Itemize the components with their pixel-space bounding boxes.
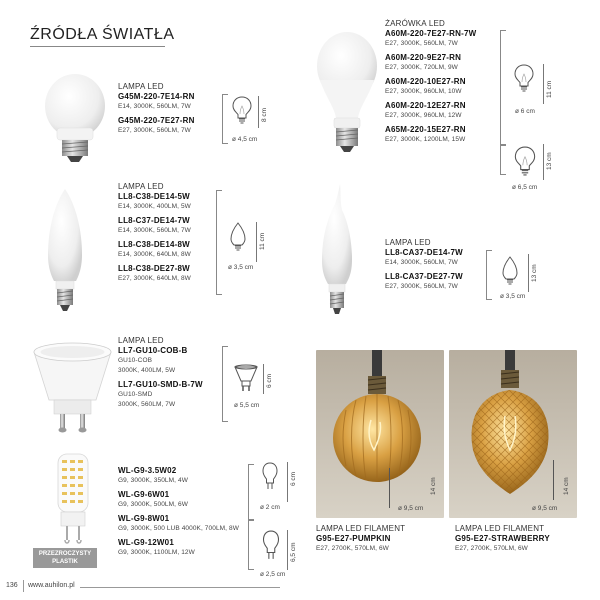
gu10-item-spec: 3000K, 400LM, 5W	[118, 367, 176, 374]
gu10-height-line	[263, 364, 264, 394]
g9-item-code: WL-G9-12W01	[118, 538, 174, 547]
gu10-category: LAMPA LED	[118, 336, 164, 345]
g9-item-spec: G9, 3000K, 500LM, 6W	[118, 501, 188, 508]
ll8-item-code: LL8-C37-DE14-7W	[118, 216, 190, 225]
a60-item-spec: E27, 3000K, 560LM, 7W	[385, 40, 458, 47]
ll8-item-spec: E27, 3000K, 640LM, 8W	[118, 275, 191, 282]
a60-category: ŻARÓWKA LED	[385, 19, 445, 28]
g9-spec-block	[118, 466, 258, 558]
a60-item-code: A60M-220-7E27-RN-7W	[385, 29, 477, 38]
ca37-height-line	[528, 254, 529, 292]
g9-height-b: 6,5 cm	[290, 542, 297, 562]
pumpkin-filament-photo	[316, 350, 444, 518]
gu10-item-code: LL7-GU10-SMD-B-7W	[118, 380, 203, 389]
ca37-spec-block	[385, 238, 495, 292]
a60-item-code: A65M-220-15E27-RN	[385, 125, 466, 134]
title-underline	[30, 46, 165, 47]
ll8-item-spec: E14, 3000K, 400LM, 5W	[118, 203, 191, 210]
ll8-dimension-candle-icon	[228, 222, 248, 252]
a60-item-code: A60M-220-10E27-RN	[385, 77, 466, 86]
gu10-dimension-spot-icon	[233, 364, 259, 394]
pumpkin-code: G95-E27-PUMPKIN	[316, 534, 391, 543]
ll8-category: LAMPA LED	[118, 182, 164, 191]
strawberry-height: 14 cm	[563, 477, 570, 495]
gu10-spot-bulb-photo	[30, 340, 115, 440]
pumpkin-diameter: ø 9,5 cm	[398, 505, 424, 512]
g45-bracket	[222, 94, 228, 144]
ll8-diameter: ø 3,5 cm	[228, 264, 254, 271]
strawberry-spec-block	[455, 524, 585, 554]
strawberry-spec: E27, 2700K, 570LM, 6W	[455, 545, 528, 552]
g45-item-spec: E27, 3000K, 560LM, 7W	[118, 127, 191, 134]
ca37-diameter: ø 3,5 cm	[500, 293, 526, 300]
gu10-bracket	[222, 346, 228, 422]
footer-rule	[80, 587, 280, 588]
footer-divider	[23, 580, 24, 592]
ca37-item-code: LL8-CA37-DE14-7W	[385, 248, 463, 257]
badge-line-1: PRZEZROCZYSTY	[38, 551, 92, 557]
g45-item-code: G45M-220-7E27-RN	[118, 116, 195, 125]
g45-dimension-bulb-icon	[232, 96, 252, 124]
g9-bracket-b	[248, 520, 254, 570]
ca37-item-spec: E14, 3000K, 560LM, 7W	[385, 259, 458, 266]
ll8-height: 11 cm	[259, 232, 266, 250]
g45-category: LAMPA LED	[118, 82, 164, 91]
pumpkin-height: 14 cm	[430, 477, 437, 495]
a60-item-code: A60M-220-12E27-RN	[385, 101, 466, 110]
gu10-height: 6 cm	[266, 373, 273, 388]
ll8-height-line	[256, 222, 257, 262]
gu10-diameter: ø 5,5 cm	[234, 402, 260, 409]
a60-item-spec: E27, 3000K, 720LM, 9W	[385, 64, 458, 71]
g9-height-line-b	[287, 530, 288, 570]
website-link[interactable]: www.auhilon.pl	[28, 582, 75, 589]
gu10-item-code: LL7-GU10-COB-B	[118, 346, 188, 355]
a60-height-b: 13 cm	[546, 152, 553, 170]
a60-diameter-b: ø 6,5 cm	[512, 184, 538, 191]
g9-item-code: WL-G9-8W01	[118, 514, 170, 523]
a60-item-code: A60M-220-9E27-RN	[385, 53, 462, 62]
a60-height-line-a	[543, 64, 544, 104]
gu10-spec-block	[118, 336, 228, 410]
ll8-candle-bulb-photo	[40, 185, 90, 315]
a60-dimension-bulb-icon	[514, 64, 534, 92]
g45-item-spec: E14, 3000K, 560LM, 7W	[118, 103, 191, 110]
g9-item-code: WL-G9-6W01	[118, 490, 170, 499]
ca37-item-code: LL8-CA37-DE27-7W	[385, 272, 463, 281]
ca37-height: 13 cm	[531, 264, 538, 282]
ca37-item-spec: E27, 3000K, 560LM, 7W	[385, 283, 458, 290]
page-number: 136	[6, 582, 18, 589]
g45-bulb-photo	[35, 70, 115, 165]
ca37-dimension-candle-icon	[500, 256, 520, 286]
strawberry-diameter: ø 9,5 cm	[532, 505, 558, 512]
g45-spec-block	[118, 82, 228, 136]
g9-item-spec: G9, 3000K, 500 LUB 4000K, 700LM, 8W	[118, 525, 239, 532]
g9-item-code: WL-G9-3.5W02	[118, 466, 177, 475]
page-title: ŹRÓDŁA ŚWIATŁA	[30, 26, 175, 43]
pumpkin-spec: E27, 2700K, 570LM, 6W	[316, 545, 389, 552]
ll8-item-code: LL8-C38-DE27-8W	[118, 264, 190, 273]
g9-dimension-icon-a	[260, 462, 280, 490]
ll8-spec-block	[118, 182, 228, 284]
a60-item-spec: E27, 3000K, 960LM, 12W	[385, 112, 462, 119]
ca37-category: LAMPA LED	[385, 238, 431, 247]
ca37-flame-bulb-photo	[312, 180, 362, 320]
ll8-item-spec: E14, 3000K, 640LM, 8W	[118, 251, 191, 258]
badge-line-2: PLASTIK	[52, 559, 78, 565]
g9-capsule-bulb-photo	[48, 452, 98, 547]
strawberry-code: G95-E27-STRAWBERRY	[455, 534, 550, 543]
a60-height-line-b	[543, 144, 544, 180]
a60-diameter-a: ø 6 cm	[515, 108, 535, 115]
a60-item-spec: E27, 3000K, 1200LM, 15W	[385, 136, 466, 143]
g9-diameter-b: ø 2,5 cm	[260, 571, 286, 578]
a60-item-spec: E27, 3000K, 960LM, 10W	[385, 88, 462, 95]
ll8-item-code: LL8-C38-DE14-5W	[118, 192, 190, 201]
ll8-item-spec: E14, 3000K, 560LM, 7W	[118, 227, 191, 234]
g45-height: 8 cm	[261, 107, 268, 122]
a60-spec-block	[385, 19, 510, 145]
gu10-item-spec: GU10-COB	[118, 357, 153, 364]
a65-dimension-bulb-icon	[514, 146, 536, 176]
g45-diameter: ø 4,5 cm	[232, 136, 258, 143]
a60-bulb-photo	[312, 28, 382, 158]
g45-height-line	[258, 96, 259, 128]
g9-height-a: 6 cm	[290, 471, 297, 486]
a60-height-a: 11 cm	[546, 80, 553, 98]
g9-bracket-a	[248, 464, 254, 520]
g9-dimension-icon-b	[260, 530, 282, 560]
g9-item-spec: G9, 3000K, 1100LM, 12W	[118, 549, 195, 556]
g45-item-code: G45M-220-7E14-RN	[118, 92, 195, 101]
strawberry-category: LAMPA LED FILAMENT	[455, 524, 545, 533]
transparent-plastic-badge	[33, 548, 97, 568]
ll8-item-code: LL8-C38-DE14-8W	[118, 240, 190, 249]
strawberry-filament-photo	[449, 350, 577, 518]
ll8-bracket	[216, 190, 222, 295]
pumpkin-category: LAMPA LED FILAMENT	[316, 524, 406, 533]
a60-bracket-a	[500, 30, 506, 145]
ca37-bracket	[486, 250, 492, 300]
g9-height-line-a	[287, 462, 288, 502]
g9-item-spec: G9, 3000K, 350LM, 4W	[118, 477, 188, 484]
a60-bracket-b	[500, 145, 506, 175]
gu10-item-spec: 3000K, 560LM, 7W	[118, 401, 176, 408]
gu10-item-spec: GU10-SMD	[118, 391, 153, 398]
g9-diameter-a: ø 2 cm	[260, 504, 280, 511]
pumpkin-spec-block	[316, 524, 444, 554]
